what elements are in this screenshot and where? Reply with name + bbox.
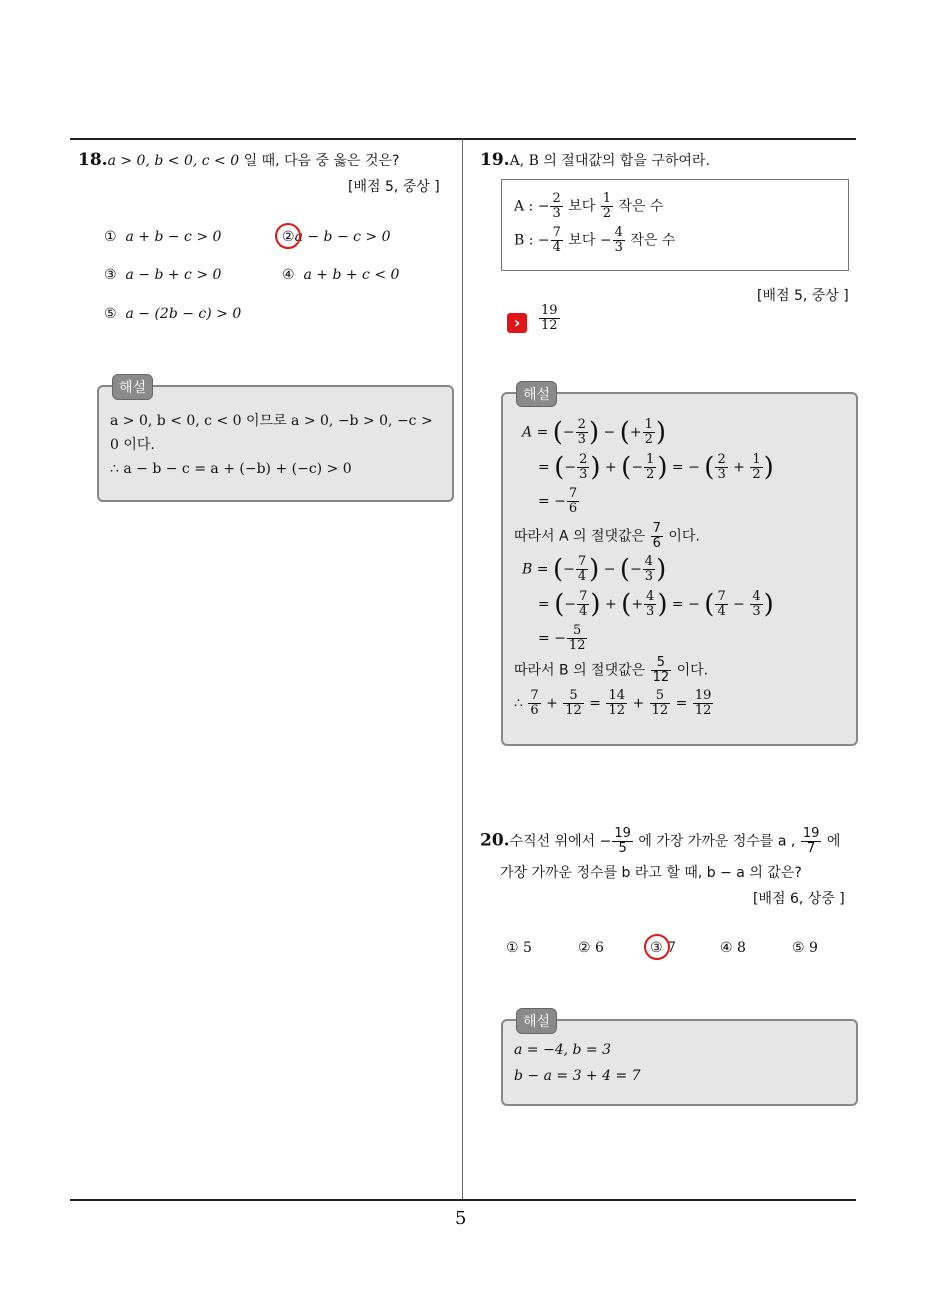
solution-tag: 해설 [516,1008,557,1034]
solution-line-1: a = −4, b = 3 [514,1042,612,1058]
choice-3[interactable]: ③ a − b + c > 0 [104,267,222,283]
solution-tag: 해설 [112,374,153,400]
choice-2[interactable]: ② 6 [578,940,604,956]
question-20-stem-line-2: 가장 가까운 정수를 b 라고 할 때, b − a 의 값은? [500,865,802,881]
question-stem-math: a > 0, b < 0, c < 0 [107,153,240,169]
score-label: [배점 6, 상중 ] [753,891,845,907]
question-20: 20.수직선 위에서 − $\frac{19}{5}$ 에 가장 가까운 정수를 a , $\frac{19}{7}$ 에 [480,826,841,856]
question-number: 18. [78,150,108,170]
solution-a-line-1: A = (− $\frac{2}{3}$ ) − (+ $\frac{1}{2}$ ) [522,417,667,448]
solution-line-2: b − a = 3 + 4 = 7 [514,1068,641,1084]
choice-4[interactable]: ④ a + b + c < 0 [282,267,400,283]
question-18 [78,150,399,170]
solution-a-line-3: = − $\frac{7}{6}$ [538,486,578,516]
answer-mark-circle [644,934,670,960]
choice-5[interactable]: ⑤ 9 [792,940,818,956]
score-label: [배점 5, 중상 ] [757,288,849,304]
solution-a-line-2: = (− $\frac{2}{3}$ ) + (− $\frac{1}{2}$ ) = − ( $\frac{2}{3}$ + $\frac{1}{2}$ ) [538,452,774,483]
solution-a-conclusion: 따라서 A 의 절댓값은 $\frac{7}{6}$ 이다. [514,521,700,551]
solution-b-conclusion: 따라서 B 의 절댓값은 $\frac{5}{12}$ 이다. [514,655,709,685]
problem-line-b: B : − $\frac{7}{4}$ 보다 − $\frac{4}{3}$ 작은 수 [514,225,676,255]
column-divider [462,139,463,1201]
question-number: 19. [480,150,510,170]
choice-4[interactable]: ④ 8 [720,940,746,956]
question-stem-text: 일 때, 다음 중 옳은 것은? [239,153,400,169]
problem-line-a: A : − $\frac{2}{3}$ 보다 $\frac{1}{2}$ 작은 수 [514,191,664,221]
choice-2[interactable]: ②a − b − c > 0 [282,229,391,245]
solution-b-line-1: B = (− $\frac{7}{4}$ ) − (− $\frac{4}{3}$ ) [522,554,667,585]
bottom-rule [70,1199,856,1201]
chevron-right-icon: › [507,313,527,333]
solution-line-2: 0 이다. [110,437,155,453]
score-label: [배점 5, 중상 ] [348,179,440,195]
top-rule [70,138,856,140]
question-stem: A, B 의 절대값의 합을 구하여라. [509,153,710,169]
solution-final: ∴ $\frac{7}{6}$ + $\frac{5}{12}$ = $\frac{14}{12}$ + $\frac{5}{12}$ = $\frac{19}{12}$ [514,688,712,718]
answer-mark-circle [275,223,301,249]
question-number: 20. [480,830,510,851]
solution-tag: 해설 [516,381,557,407]
answer-value: $\frac{19}{12}$ [541,303,558,333]
solution-b-line-2: = (− $\frac{7}{4}$ ) + (+ $\frac{4}{3}$ ) = − ( $\frac{7}{4}$ − $\frac{4}{3}$ ) [538,589,774,620]
solution-b-line-3: = − $\frac{5}{12}$ [538,623,586,653]
solution-line-3: ∴ a − b − c = a + (−b) + (−c) > 0 [110,461,352,477]
choice-5[interactable]: ⑤ a − (2b − c) > 0 [104,306,242,322]
choice-1[interactable]: ① 5 [506,940,532,956]
choice-1[interactable]: ① a + b − c > 0 [104,229,222,245]
solution-line-1: a > 0, b < 0, c < 0 이므로 a > 0, −b > 0, −c > [110,413,433,429]
choice-3[interactable]: ③ 7 [650,940,676,956]
page-number: 5 [455,1208,467,1229]
question-19 [480,150,710,170]
